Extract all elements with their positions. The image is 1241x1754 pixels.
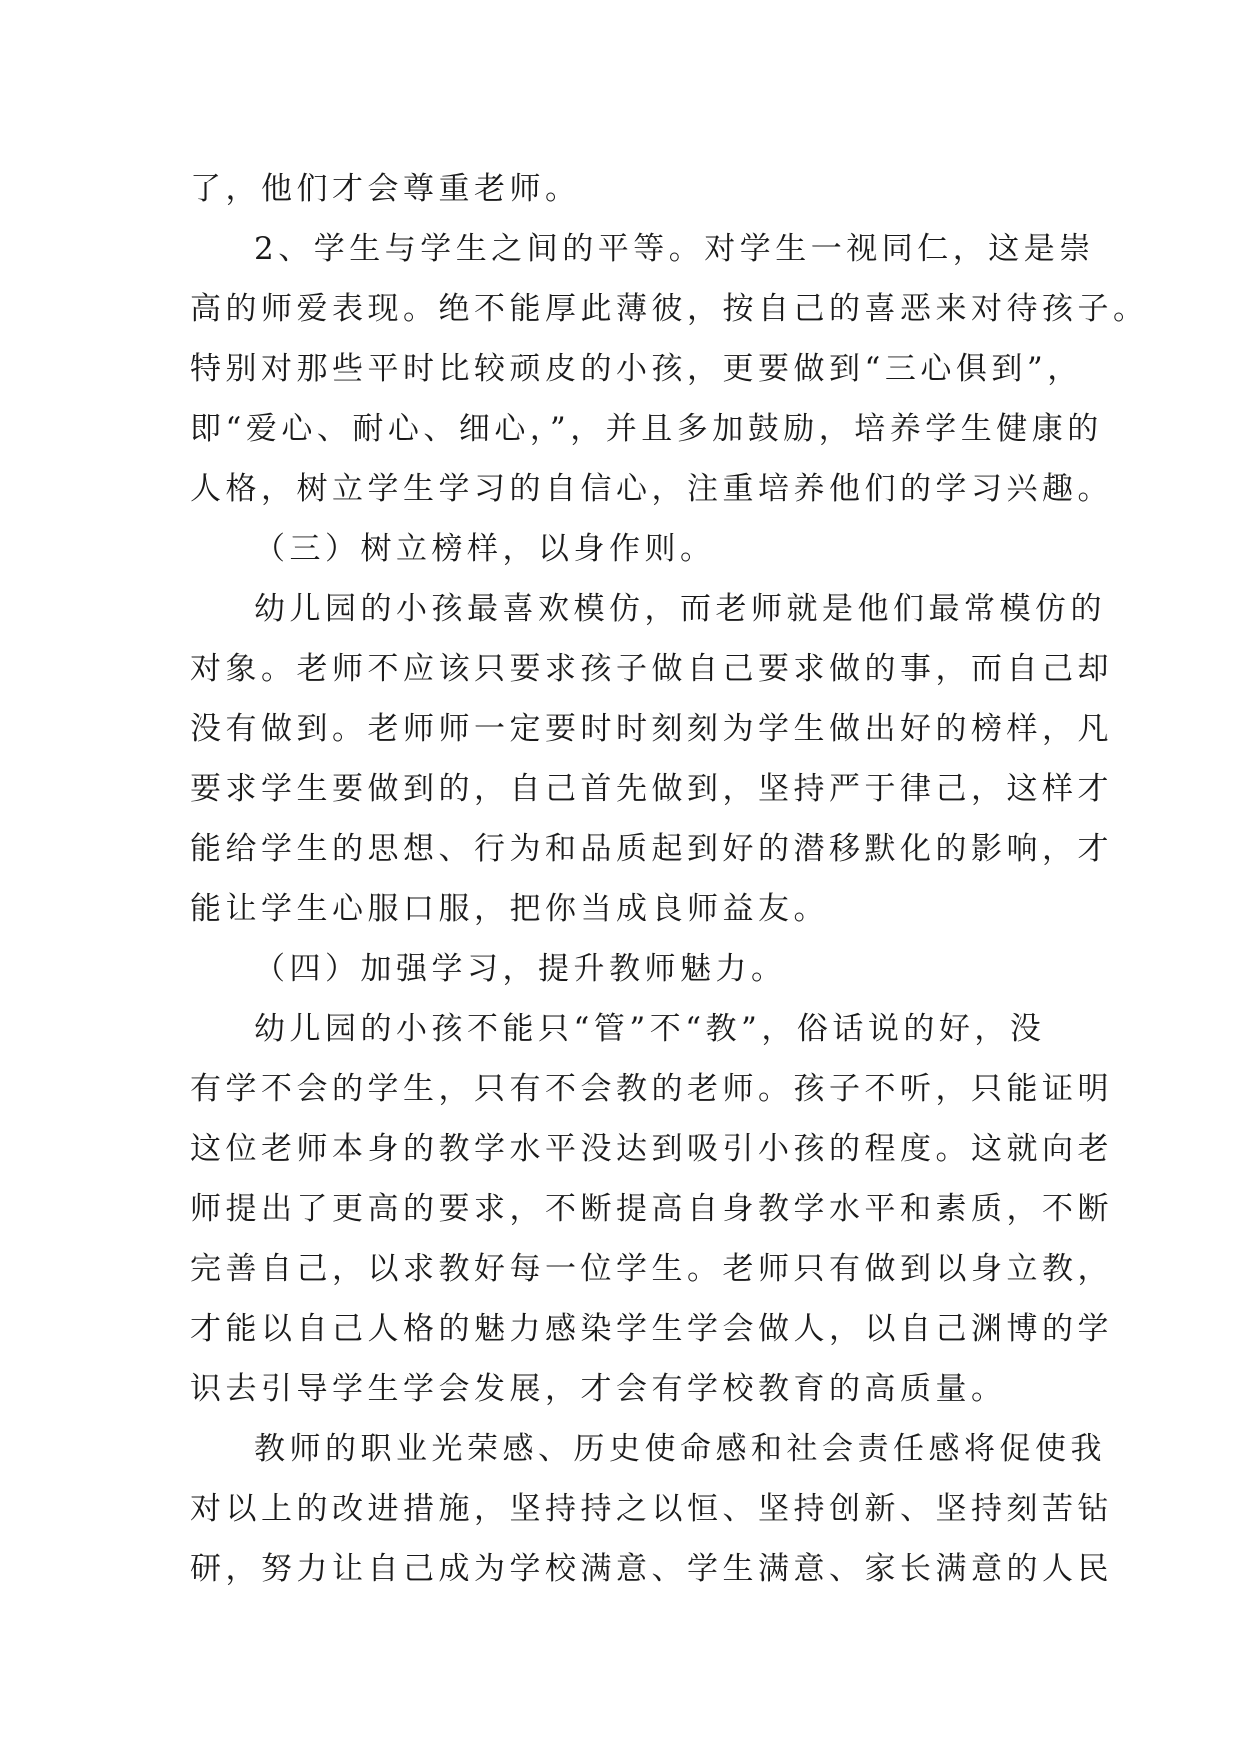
text-line: 幼儿园的小孩不能只“管”不“教”，俗话说的好，没 [254,1011,1046,1047]
text-line: 特别对那些平时比较顽皮的小孩，更要做到“三心俱到”， [190,351,1083,387]
text-line: 人格，树立学生学习的自信心，注重培养他们的学习兴趣。 [190,471,1113,507]
text-line: 即“爱心、耐心、细心，”，并且多加鼓励，培养学生健康的 [190,411,1103,447]
body-text [190,159,1149,1599]
text-line: （四）加强学习，提升教师魅力。 [254,951,787,987]
text-line: 教师的职业光荣感、历史使命感和社会责任感将促使我 [254,1431,1106,1467]
text-line: 识去引导学生学会发展，才会有学校教育的高质量。 [190,1371,1007,1407]
text-line: 有学不会的学生，只有不会教的老师。孩子不听，只能证明 [190,1071,1113,1107]
text-line: 研，努力让自己成为学校满意、学生满意、家长满意的人民 [190,1551,1113,1587]
text-line: 对象。老师不应该只要求孩子做自己要求做的事，而自己却 [190,651,1113,687]
text-line: 2、学生与学生之间的平等。对学生一视同仁，这是崇 [254,231,1095,267]
text-line: 要求学生要做到的，自己首先做到，坚持严于律己，这样才 [190,771,1113,807]
text-line: 师提出了更高的要求，不断提高自身教学水平和素质，不断 [190,1191,1113,1227]
text-line: （三）树立榜样，以身作则。 [254,531,716,567]
text-line: 高的师爱表现。绝不能厚此薄彼，按自己的喜恶来对待孩子。 [190,291,1149,327]
text-line: 幼儿园的小孩最喜欢模仿，而老师就是他们最常模仿的 [254,591,1106,627]
text-line: 了，他们才会尊重老师。 [190,171,581,207]
text-line: 才能以自己人格的魅力感染学生学会做人，以自己渊博的学 [190,1311,1113,1347]
text-line: 对以上的改进措施，坚持持之以恒、坚持创新、坚持刻苦钻 [190,1491,1113,1527]
text-line: 能给学生的思想、行为和品质起到好的潜移默化的影响，才 [190,831,1113,867]
text-line: 这位老师本身的教学水平没达到吸引小孩的程度。这就向老 [190,1131,1113,1167]
text-line: 能让学生心服口服，把你当成良师益友。 [190,891,829,927]
text-line: 没有做到。老师师一定要时时刻刻为学生做出好的榜样，凡 [190,711,1113,747]
text-line: 完善自己，以求教好每一位学生。老师只有做到以身立教， [190,1251,1113,1287]
